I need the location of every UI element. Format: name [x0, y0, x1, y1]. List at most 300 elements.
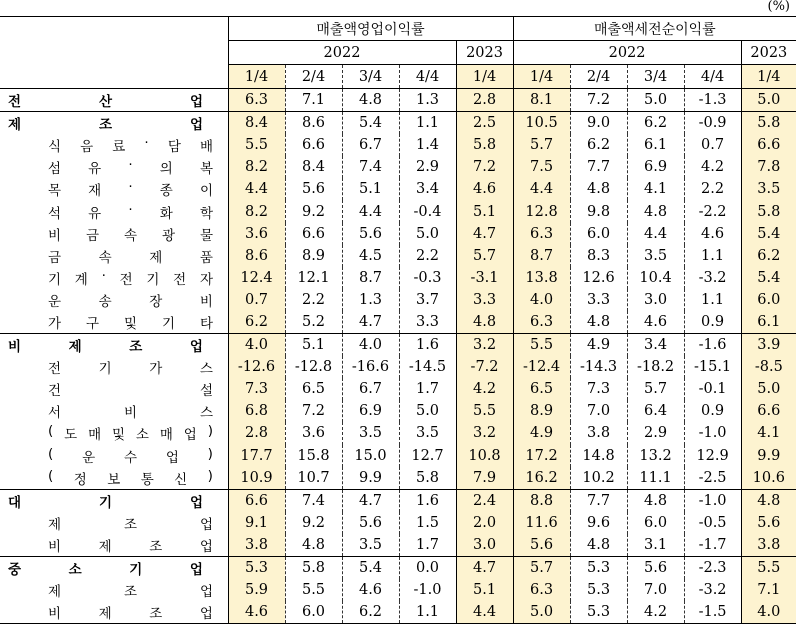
value-cell: 4.0: [741, 601, 796, 624]
value-cell: 4.8: [570, 311, 627, 334]
row-label: [0, 311, 228, 334]
value-cell: 4.0: [342, 334, 399, 357]
value-cell: 5.5: [228, 134, 285, 156]
value-cell: 10.6: [741, 467, 796, 490]
row-label: [0, 422, 228, 444]
value-cell: 6.2: [570, 134, 627, 156]
value-cell: 5.6: [342, 223, 399, 245]
quarter-header: 1/4: [456, 65, 513, 89]
row-label: [0, 267, 228, 289]
value-cell: 8.4: [228, 112, 285, 135]
table-row: [0, 356, 796, 378]
value-cell: 17.2: [513, 445, 570, 467]
value-cell: 9.8: [570, 200, 627, 222]
value-cell: 5.0: [741, 378, 796, 400]
value-cell: 4.8: [570, 534, 627, 557]
value-cell: 7.1: [741, 579, 796, 601]
value-cell: 4.4: [342, 200, 399, 222]
value-cell: 8.6: [228, 245, 285, 267]
value-cell: 3.8: [228, 534, 285, 557]
table-row: [0, 422, 796, 444]
table-row: [0, 489, 796, 512]
table-row: [0, 534, 796, 557]
value-cell: 4.6: [228, 601, 285, 624]
value-cell: 10.5: [513, 112, 570, 135]
row-label: [0, 334, 228, 357]
value-cell: -14.3: [570, 356, 627, 378]
value-cell: -0.4: [399, 200, 456, 222]
row-label-text: 제 조 업: [8, 117, 203, 134]
value-cell: 4.8: [741, 489, 796, 512]
value-cell: 5.3: [570, 579, 627, 601]
row-label: [0, 289, 228, 311]
value-cell: 5.0: [627, 89, 684, 112]
value-cell: 7.3: [228, 378, 285, 400]
row-label: [0, 223, 228, 245]
value-cell: 3.6: [285, 422, 342, 444]
value-cell: 2.5: [456, 112, 513, 135]
value-cell: -8.5: [741, 356, 796, 378]
quarter-header: 1/4: [228, 65, 285, 89]
row-label-text: 제 조 업: [48, 584, 213, 601]
value-cell: 4.4: [228, 178, 285, 200]
quarter-header: 4/4: [684, 65, 741, 89]
table-row: [0, 245, 796, 267]
value-cell: 5.0: [513, 601, 570, 624]
value-cell: 4.6: [342, 579, 399, 601]
value-cell: 6.2: [342, 601, 399, 624]
table-row: [0, 311, 796, 334]
value-cell: 8.2: [228, 156, 285, 178]
value-cell: 5.5: [513, 334, 570, 357]
value-cell: 0.0: [399, 556, 456, 579]
table-row: [0, 579, 796, 601]
value-cell: 5.4: [342, 112, 399, 135]
row-label: [0, 112, 228, 135]
value-cell: 2.4: [456, 489, 513, 512]
quarter-header: 2/4: [570, 65, 627, 89]
value-cell: -14.5: [399, 356, 456, 378]
value-cell: 4.5: [342, 245, 399, 267]
value-cell: 12.7: [399, 445, 456, 467]
row-label-text: 대 기 업: [8, 494, 203, 511]
value-cell: 6.0: [570, 223, 627, 245]
value-cell: 7.2: [456, 156, 513, 178]
value-cell: 1.1: [399, 112, 456, 135]
value-cell: 1.7: [399, 378, 456, 400]
row-label: [0, 200, 228, 222]
value-cell: 7.0: [627, 579, 684, 601]
value-cell: 5.5: [285, 579, 342, 601]
value-cell: 5.9: [228, 579, 285, 601]
value-cell: 3.2: [456, 334, 513, 357]
value-cell: 4.2: [627, 601, 684, 624]
value-cell: 1.5: [399, 512, 456, 534]
quarter-header: 2/4: [285, 65, 342, 89]
row-label: [0, 489, 228, 512]
row-header-corner: [0, 17, 228, 89]
row-label-text: 비 제 조 업: [48, 606, 213, 623]
value-cell: 6.0: [285, 601, 342, 624]
row-label: [0, 134, 228, 156]
value-cell: 3.3: [456, 289, 513, 311]
value-cell: 2.8: [456, 89, 513, 112]
value-cell: 6.3: [513, 579, 570, 601]
value-cell: 12.4: [228, 267, 285, 289]
value-cell: 5.7: [456, 245, 513, 267]
row-label: [0, 400, 228, 422]
value-cell: 2.2: [399, 245, 456, 267]
value-cell: 12.9: [684, 445, 741, 467]
value-cell: 6.7: [342, 134, 399, 156]
value-cell: 1.1: [684, 289, 741, 311]
value-cell: 3.7: [399, 289, 456, 311]
value-cell: 5.4: [741, 267, 796, 289]
value-cell: 6.6: [741, 134, 796, 156]
value-cell: 4.1: [627, 178, 684, 200]
value-cell: 5.1: [342, 178, 399, 200]
value-cell: 4.0: [228, 334, 285, 357]
value-cell: 5.0: [399, 400, 456, 422]
value-cell: -7.2: [456, 356, 513, 378]
value-cell: 10.9: [228, 467, 285, 490]
table-row: [0, 289, 796, 311]
row-label-text: 식 음 료 · 담 배: [48, 135, 213, 156]
value-cell: 4.8: [342, 89, 399, 112]
value-cell: 3.5: [342, 534, 399, 557]
value-cell: 5.8: [741, 112, 796, 135]
value-cell: 4.7: [456, 556, 513, 579]
value-cell: 9.2: [285, 512, 342, 534]
value-cell: 0.7: [684, 134, 741, 156]
value-cell: -2.2: [684, 200, 741, 222]
value-cell: -1.7: [684, 534, 741, 557]
value-cell: 9.9: [741, 445, 796, 467]
table-row: [0, 223, 796, 245]
quarter-header: 1/4: [513, 65, 570, 89]
value-cell: -0.3: [399, 267, 456, 289]
table-row: [0, 378, 796, 400]
value-cell: 6.5: [285, 378, 342, 400]
value-cell: 5.0: [741, 89, 796, 112]
value-cell: 8.9: [513, 400, 570, 422]
value-cell: 4.8: [627, 489, 684, 512]
value-cell: 4.9: [513, 422, 570, 444]
value-cell: 6.4: [627, 400, 684, 422]
row-label: [0, 579, 228, 601]
value-cell: 11.1: [627, 467, 684, 490]
value-cell: 6.2: [741, 245, 796, 267]
value-cell: 8.1: [513, 89, 570, 112]
row-label: [0, 89, 228, 112]
value-cell: 6.7: [342, 378, 399, 400]
value-cell: 7.1: [285, 89, 342, 112]
value-cell: 1.1: [399, 601, 456, 624]
row-label: [0, 445, 228, 467]
row-label-text: 운 송 장 비: [48, 293, 213, 310]
value-cell: 2.0: [456, 512, 513, 534]
group-header-pretax-margin: 매출액세전순이익률: [513, 17, 796, 41]
row-label: [0, 378, 228, 400]
value-cell: -1.0: [684, 422, 741, 444]
value-cell: 3.4: [627, 334, 684, 357]
value-cell: 7.2: [570, 89, 627, 112]
value-cell: 1.7: [399, 534, 456, 557]
value-cell: 4.2: [684, 156, 741, 178]
quarter-header: 1/4: [741, 65, 796, 89]
value-cell: 5.8: [456, 134, 513, 156]
value-cell: 9.1: [228, 512, 285, 534]
value-cell: 4.7: [456, 223, 513, 245]
value-cell: -3.2: [684, 267, 741, 289]
row-label-text: 가 구 및 기 타: [48, 315, 213, 332]
value-cell: 4.8: [627, 200, 684, 222]
row-label-text: 전 산 업: [8, 94, 203, 111]
value-cell: 10.2: [570, 467, 627, 490]
value-cell: 13.2: [627, 445, 684, 467]
quarter-header: 3/4: [342, 65, 399, 89]
row-label-text: 서 비 스: [48, 405, 213, 422]
value-cell: 6.0: [627, 512, 684, 534]
row-label-text: 석 유 · 화 학: [48, 201, 213, 222]
row-label: [0, 178, 228, 200]
value-cell: 2.2: [684, 178, 741, 200]
value-cell: 7.7: [570, 489, 627, 512]
value-cell: 0.7: [228, 289, 285, 311]
value-cell: 7.9: [456, 467, 513, 490]
value-cell: -16.6: [342, 356, 399, 378]
value-cell: 8.4: [285, 156, 342, 178]
value-cell: 6.6: [741, 400, 796, 422]
row-label-text: 금 속 제 품: [48, 249, 213, 266]
table-row: [0, 601, 796, 624]
value-cell: 3.2: [456, 422, 513, 444]
value-cell: -12.6: [228, 356, 285, 378]
table-row: [0, 134, 796, 156]
value-cell: 5.6: [285, 178, 342, 200]
value-cell: 4.8: [456, 311, 513, 334]
value-cell: 6.1: [627, 134, 684, 156]
value-cell: 5.1: [456, 200, 513, 222]
value-cell: 5.6: [627, 556, 684, 579]
value-cell: 4.1: [741, 422, 796, 444]
value-cell: 1.4: [399, 134, 456, 156]
value-cell: 4.6: [456, 178, 513, 200]
value-cell: 14.8: [570, 445, 627, 467]
value-cell: 3.0: [627, 289, 684, 311]
value-cell: -1.0: [399, 579, 456, 601]
value-cell: 6.9: [342, 400, 399, 422]
row-label: [0, 467, 228, 490]
table-row: [0, 178, 796, 200]
value-cell: 17.7: [228, 445, 285, 467]
value-cell: 7.0: [570, 400, 627, 422]
value-cell: 4.7: [342, 311, 399, 334]
value-cell: 7.4: [342, 156, 399, 178]
row-label-text: ( 운 수 업 ): [48, 445, 213, 466]
value-cell: -2.3: [684, 556, 741, 579]
value-cell: 13.8: [513, 267, 570, 289]
value-cell: 5.7: [513, 556, 570, 579]
value-cell: 3.5: [399, 422, 456, 444]
value-cell: 5.6: [342, 512, 399, 534]
value-cell: 2.9: [627, 422, 684, 444]
value-cell: 7.2: [285, 400, 342, 422]
value-cell: 7.7: [570, 156, 627, 178]
value-cell: 4.2: [456, 378, 513, 400]
value-cell: 12.6: [570, 267, 627, 289]
row-label-text: 기 계 · 전 기 전 자: [48, 267, 213, 288]
value-cell: 0.9: [684, 311, 741, 334]
value-cell: -1.3: [684, 89, 741, 112]
value-cell: 15.8: [285, 445, 342, 467]
value-cell: 6.3: [513, 311, 570, 334]
value-cell: 15.0: [342, 445, 399, 467]
unit-label: (%): [767, 0, 790, 14]
table-row: [0, 89, 796, 112]
row-label: [0, 601, 228, 624]
value-cell: 8.8: [513, 489, 570, 512]
value-cell: 2.9: [399, 156, 456, 178]
value-cell: 6.6: [285, 134, 342, 156]
row-label-text: 건 설: [48, 383, 213, 400]
table-row: [0, 200, 796, 222]
value-cell: 6.6: [228, 489, 285, 512]
value-cell: 4.7: [342, 489, 399, 512]
value-cell: 5.5: [456, 400, 513, 422]
value-cell: 0.9: [684, 400, 741, 422]
value-cell: 9.6: [570, 512, 627, 534]
quarter-header: 3/4: [627, 65, 684, 89]
row-label-text: ( 도 매 및 소 매 업 ): [48, 423, 213, 444]
group-header-operating-margin: 매출액영업이익률: [228, 17, 513, 41]
value-cell: 5.3: [570, 556, 627, 579]
value-cell: -0.9: [684, 112, 741, 135]
row-label: [0, 245, 228, 267]
row-label-text: 비 제 조 업: [48, 538, 213, 555]
value-cell: 4.6: [684, 223, 741, 245]
value-cell: 5.6: [513, 534, 570, 557]
value-cell: 11.6: [513, 512, 570, 534]
value-cell: -12.8: [285, 356, 342, 378]
value-cell: 5.4: [342, 556, 399, 579]
row-label-text: 중 소 기 업: [8, 562, 203, 579]
value-cell: 5.8: [285, 556, 342, 579]
profitability-table: [0, 16, 796, 624]
value-cell: 2.2: [285, 289, 342, 311]
table-row: [0, 156, 796, 178]
value-cell: 3.1: [627, 534, 684, 557]
value-cell: -1.0: [684, 489, 741, 512]
value-cell: 3.4: [399, 178, 456, 200]
table-row: [0, 267, 796, 289]
table-row: [0, 112, 796, 135]
row-label: [0, 356, 228, 378]
value-cell: 5.8: [741, 200, 796, 222]
value-cell: 5.3: [228, 556, 285, 579]
value-cell: -12.4: [513, 356, 570, 378]
value-cell: 5.2: [285, 311, 342, 334]
value-cell: 4.6: [627, 311, 684, 334]
value-cell: 7.5: [513, 156, 570, 178]
value-cell: 6.6: [285, 223, 342, 245]
value-cell: 7.8: [741, 156, 796, 178]
value-cell: 6.2: [627, 112, 684, 135]
value-cell: 5.1: [285, 334, 342, 357]
row-label-text: 섬 유 · 의 복: [48, 157, 213, 178]
value-cell: 5.6: [741, 512, 796, 534]
value-cell: 8.9: [285, 245, 342, 267]
value-cell: -0.1: [684, 378, 741, 400]
value-cell: 1.3: [342, 289, 399, 311]
value-cell: 2.8: [228, 422, 285, 444]
table-row: [0, 445, 796, 467]
row-label: [0, 534, 228, 557]
value-cell: 1.3: [399, 89, 456, 112]
value-cell: 5.7: [513, 134, 570, 156]
value-cell: 10.4: [627, 267, 684, 289]
value-cell: 3.5: [741, 178, 796, 200]
value-cell: 6.5: [513, 378, 570, 400]
value-cell: 6.2: [228, 311, 285, 334]
value-cell: 5.7: [627, 378, 684, 400]
value-cell: 5.0: [399, 223, 456, 245]
value-cell: 1.6: [399, 334, 456, 357]
value-cell: 6.9: [627, 156, 684, 178]
value-cell: 9.0: [570, 112, 627, 135]
row-label: [0, 156, 228, 178]
value-cell: 6.0: [741, 289, 796, 311]
value-cell: 4.9: [570, 334, 627, 357]
value-cell: 1.1: [684, 245, 741, 267]
row-label: [0, 556, 228, 579]
value-cell: 3.9: [741, 334, 796, 357]
value-cell: 6.1: [741, 311, 796, 334]
value-cell: 3.0: [456, 534, 513, 557]
value-cell: 9.9: [342, 467, 399, 490]
value-cell: -1.6: [684, 334, 741, 357]
value-cell: 7.3: [570, 378, 627, 400]
value-cell: 10.7: [285, 467, 342, 490]
value-cell: 3.5: [342, 422, 399, 444]
table-row: [0, 467, 796, 490]
table-row: [0, 556, 796, 579]
row-label-text: ( 정 보 통 신 ): [48, 467, 213, 488]
value-cell: 4.4: [513, 178, 570, 200]
value-cell: -3.2: [684, 579, 741, 601]
value-cell: 12.8: [513, 200, 570, 222]
value-cell: 5.1: [456, 579, 513, 601]
year-header-2022: 2022: [228, 41, 456, 65]
row-label-text: 비 제 조 업: [8, 339, 203, 356]
table-row: [0, 334, 796, 357]
value-cell: 12.1: [285, 267, 342, 289]
year-header-2022: 2022: [513, 41, 741, 65]
value-cell: 4.4: [456, 601, 513, 624]
value-cell: 9.2: [285, 200, 342, 222]
row-label-text: 목 재 · 종 이: [48, 179, 213, 200]
value-cell: 1.6: [399, 489, 456, 512]
value-cell: -3.1: [456, 267, 513, 289]
value-cell: 3.8: [570, 422, 627, 444]
value-cell: -0.5: [684, 512, 741, 534]
value-cell: 8.7: [342, 267, 399, 289]
value-cell: -18.2: [627, 356, 684, 378]
quarter-header: 4/4: [399, 65, 456, 89]
row-label-text: 제 조 업: [48, 516, 213, 533]
value-cell: 4.0: [513, 289, 570, 311]
value-cell: 3.8: [741, 534, 796, 557]
